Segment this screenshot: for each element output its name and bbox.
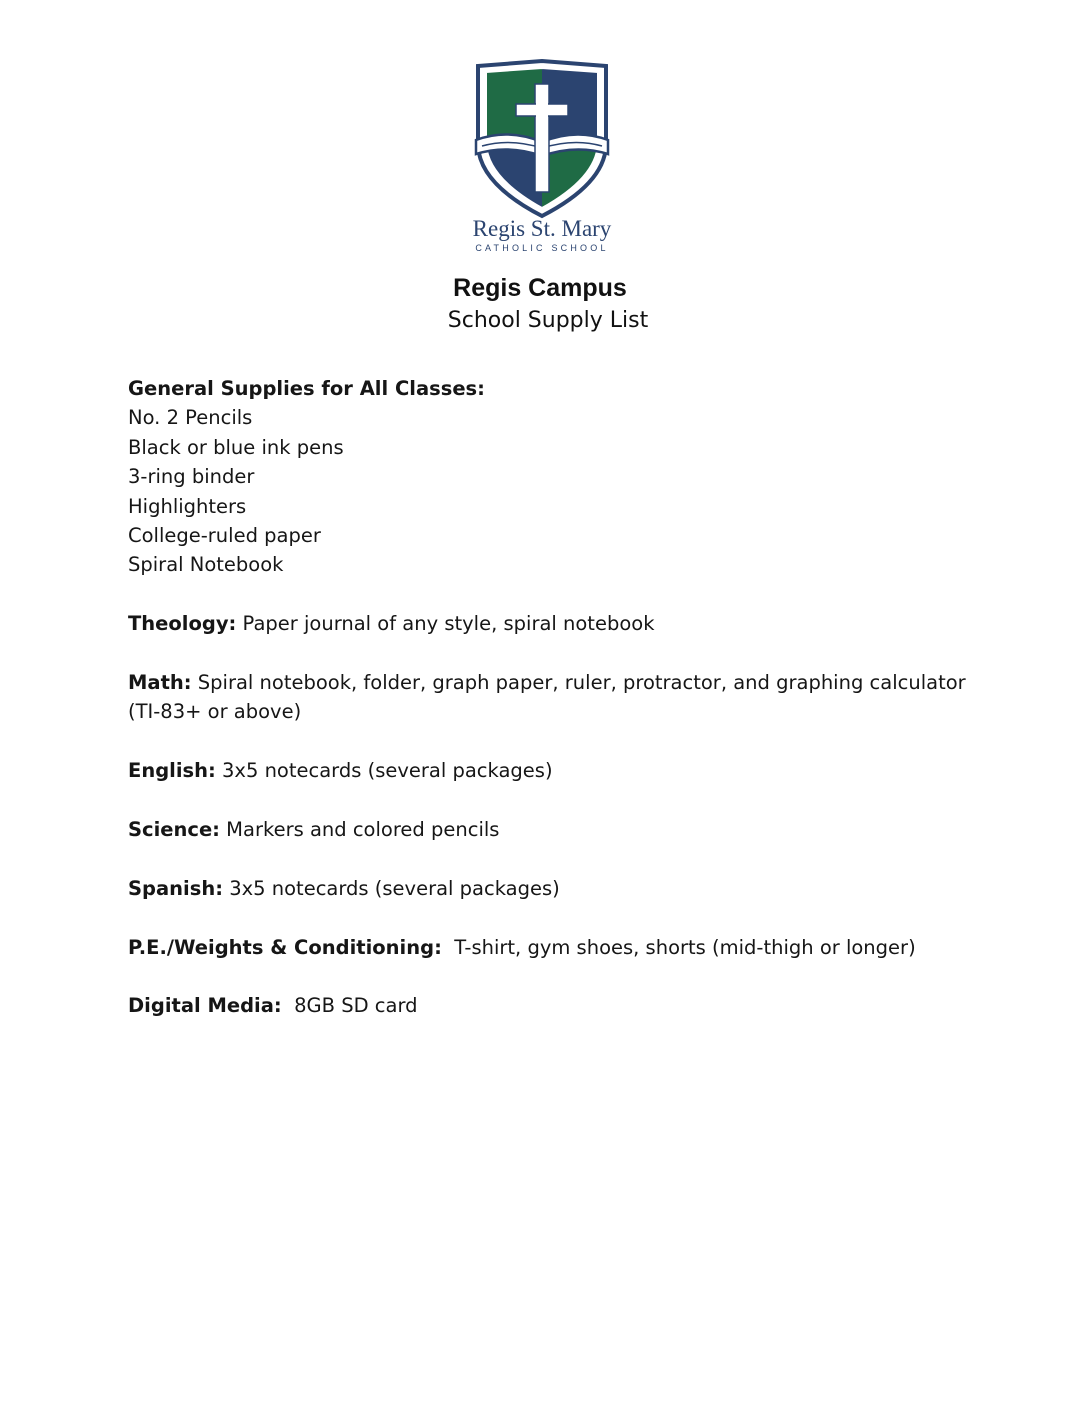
logo-school-name: Regis St. Mary [472, 216, 612, 241]
subject-math [128, 668, 972, 727]
subject-supplies: Paper journal of any style, spiral notebook [236, 612, 655, 636]
subject-pe [128, 933, 968, 962]
logo-tagline: CATHOLIC SCHOOL [475, 243, 609, 253]
school-logo [450, 58, 634, 258]
subject-digital-media [128, 991, 968, 1020]
subject-label: Math: [128, 671, 192, 695]
subject-label: Spanish: [128, 876, 224, 900]
page-title: Regis Campus [453, 274, 627, 302]
subject-spanish [128, 874, 968, 903]
general-supply-item: Black or blue ink pens [128, 435, 344, 459]
subject-supplies: Markers and colored pencils [219, 818, 500, 842]
subject-english [128, 756, 968, 785]
page-subtitle: School Supply List [447, 308, 649, 333]
subject-label: Science: [128, 818, 220, 842]
subject-label: Digital Media: [128, 994, 282, 1018]
general-supplies-heading: General Supplies for All Classes: [128, 377, 485, 400]
general-supply-item: College-ruled paper [128, 524, 321, 548]
subject-theology [128, 609, 968, 638]
supply-list-content [128, 374, 972, 1021]
subject-supplies: 3x5 notecards (several packages) [223, 876, 560, 900]
subject-label: Theology: [128, 612, 237, 636]
general-supply-item: Highlighters [128, 494, 247, 518]
general-supply-item: Spiral Notebook [128, 553, 284, 577]
subject-supplies: Spiral notebook, folder, graph paper, ruler, protractor, and graphing calculator (TI-83+ or above) [128, 671, 972, 724]
general-supply-item: No. 2 Pencils [128, 406, 253, 430]
subject-science [128, 815, 968, 844]
subject-label: P.E./Weights & Conditioning: [128, 935, 442, 959]
subject-supplies: 3x5 notecards (several packages) [215, 759, 553, 783]
general-supply-item: 3-ring binder [128, 465, 255, 489]
school-crest-icon [450, 58, 634, 258]
subject-label: English: [128, 759, 216, 783]
subject-supplies: T-shirt, gym shoes, shorts (mid-thigh or longer) [441, 935, 916, 959]
subject-supplies: 8GB SD card [281, 994, 418, 1018]
